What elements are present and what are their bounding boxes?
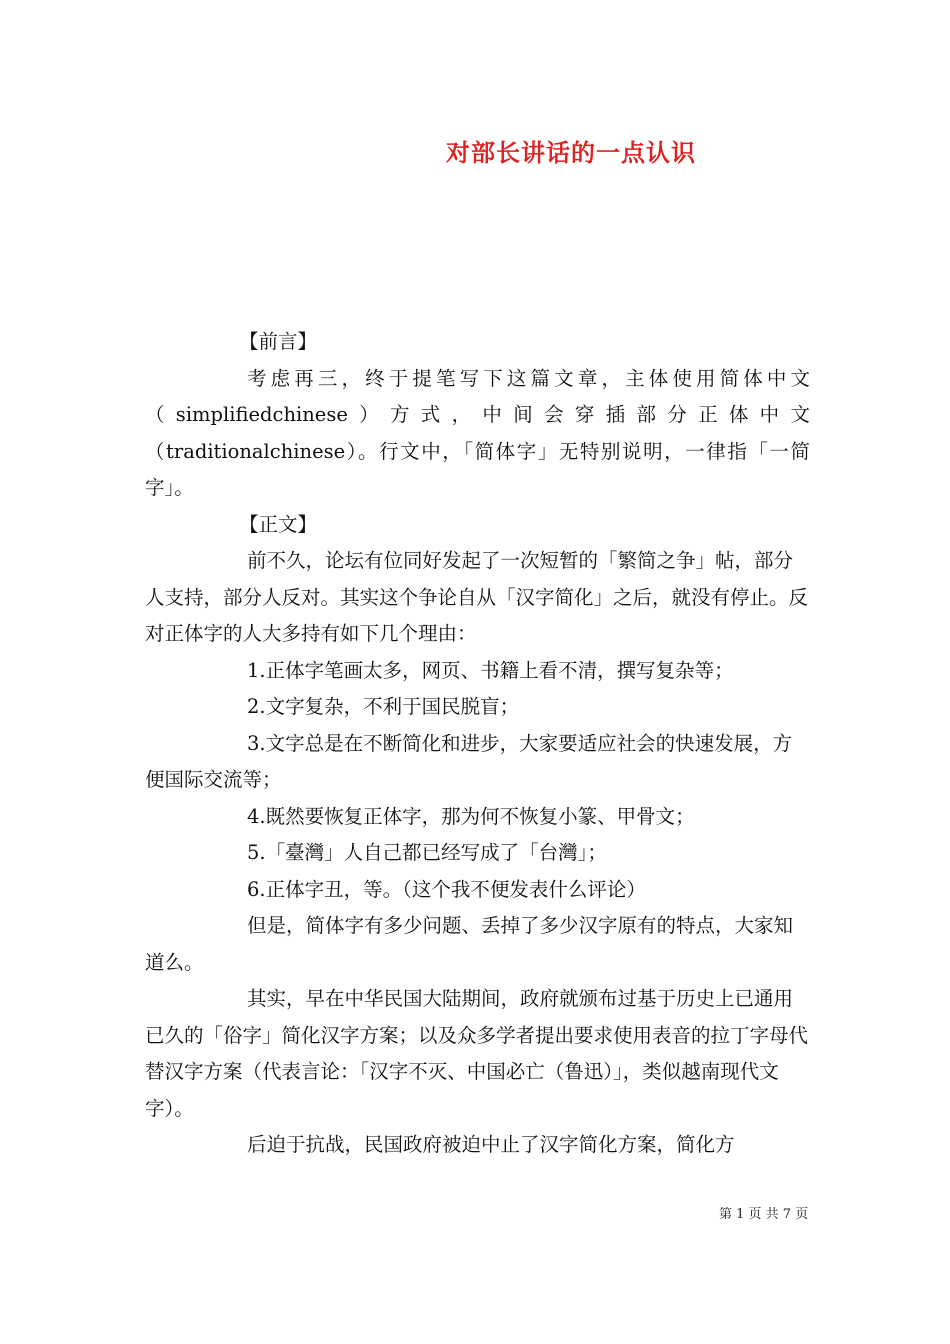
page-number-footer: 第 1 页 共 7 页	[719, 1207, 809, 1222]
section-heading-body: 【正文】	[239, 512, 318, 536]
paragraph: 前不久，论坛有位同好发起了一次短暂的「繁简之争」帖，部分人支持，部分人反对。其实这个争论自从「汉字简化」之后，就没有停止。反对正体字的人大多持有如下几个理由：	[145, 549, 809, 645]
paragraph: 后迫于抗战，民国政府被迫中止了汉字简化方案，简化方	[247, 1133, 735, 1156]
list-item: 1.正体字笔画太多，网页、书籍上看不清，撰写复杂等；	[247, 658, 734, 682]
paragraph: 其实，早在中华民国大陆期间，政府就颁布过基于历史上已通用已久的「俗字」简化汉字方案；以及众多学者提出要求使用表音的拉丁字母代替汉字方案（代表言论：「汉字不灭、中国必亡（鲁迅）」，类似越南现代文字）。	[145, 987, 809, 1120]
list-item: 3.文字总是在不断简化和进步，大家要适应社会的快速发展，方便国际交流等；	[145, 731, 793, 791]
list-item: 2.文字复杂，不利于国民脱盲；	[247, 695, 520, 718]
paragraph: 考虑再三，终于提笔写下这篇文章，主体使用简体中文（simplifiedchinese）方式，中间会穿插部分正体中文（traditionalchinese）。行文中，「简体字」无特别说明，一律指「一简字」。	[145, 366, 810, 499]
document-title: 对部长讲话的一点认识	[446, 138, 696, 167]
paragraph: 但是，简体字有多少问题、丢掉了多少汉字原有的特点，大家知道么。	[145, 914, 794, 974]
list-item: 5.「臺灣」人自己都已经写成了「台灣」；	[247, 841, 607, 864]
document-body	[145, 324, 810, 1164]
section-heading-preface: 【前言】	[239, 330, 318, 353]
list-item: 6.正体字丑，等。（这个我不便发表什么评论）	[247, 877, 646, 901]
list-item: 4.既然要恢复正体字，那为何不恢复小篆、甲骨文；	[247, 804, 695, 828]
